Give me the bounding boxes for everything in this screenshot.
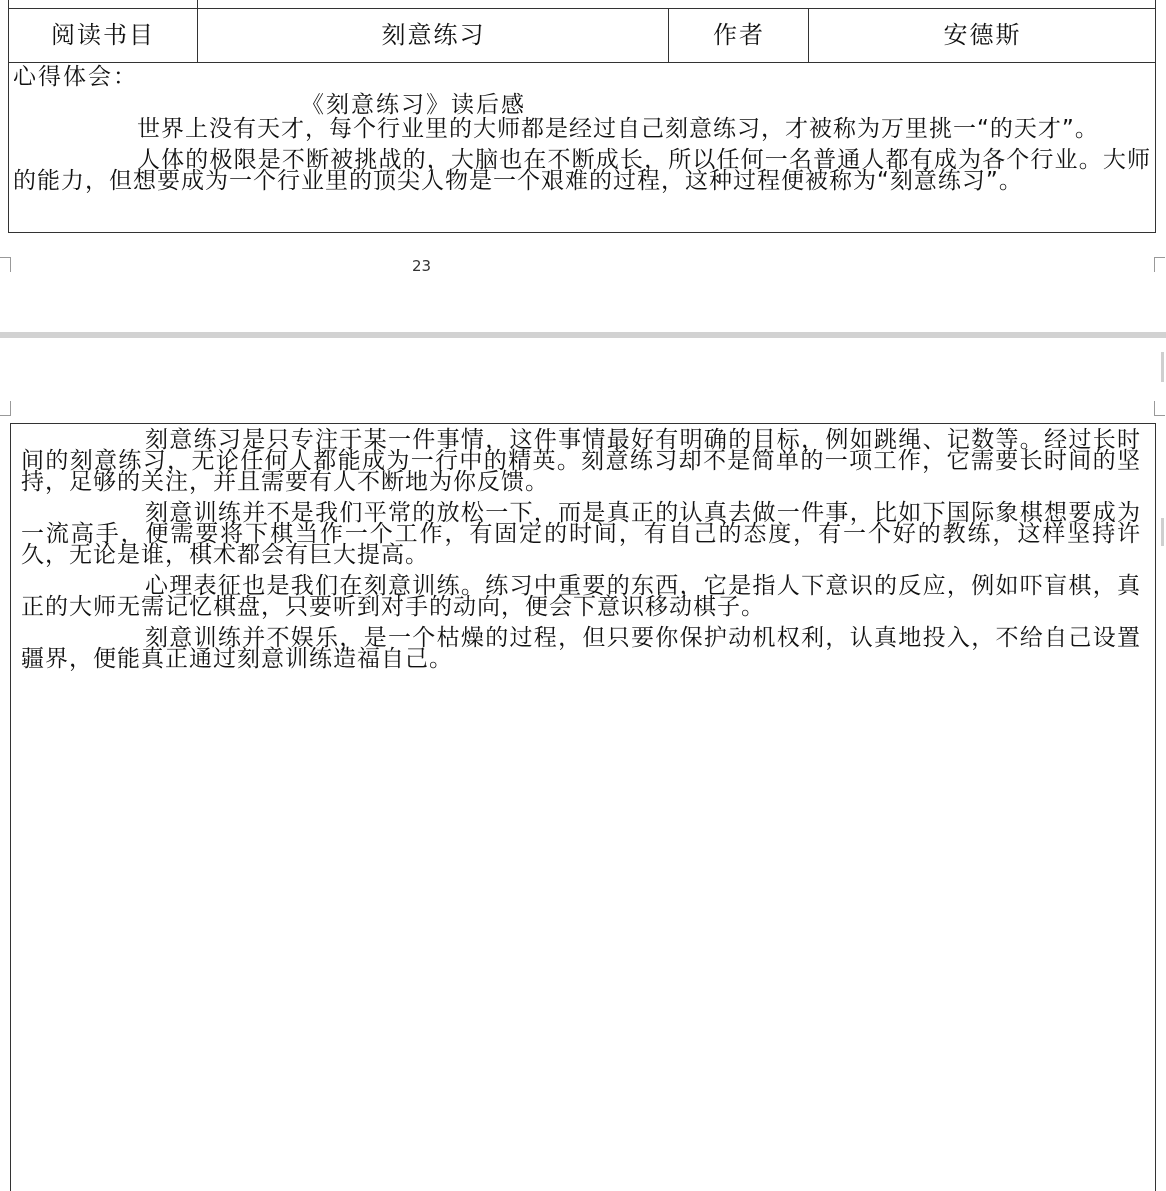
essay-paragraph: 人体的极限是不断被挑战的，大脑也在不断成长，所以任何一名普通人都有成为各个行业。大师的能力，但想要成为一个行业里的顶尖人物是一个艰难的过程，这种过程便被称为“刻意练习”。 [13,147,1151,194]
book-label: 阅读书目 [51,21,155,49]
essay-title: 《刻意练习》读后感 [301,92,526,118]
continuation-form [10,423,1156,1191]
page-corner-mark [1154,401,1165,416]
author-name: 安德斯 [808,8,1156,62]
book-info-row [9,8,1155,63]
document-page-top [0,0,1166,332]
essay-paragraph: 刻意训练并不娱乐，是一个枯燥的过程，但只要你保护动机权利，认真地投入，不给自己设置疆界，便能真正通过刻意训练造福自己。 [21,625,1141,672]
scrollbar-thumb[interactable] [1161,352,1164,382]
page-number: 23 [412,257,432,275]
essay-paragraph: 世界上没有天才，每个行业里的大师都是经过自己刻意练习，才被称为万里挑一“的天才”。 [137,116,1099,142]
essay-body [13,116,1151,202]
author-label: 作者 [668,8,809,62]
page-corner-mark [1154,257,1165,272]
page-corner-mark [0,257,11,272]
essay-paragraph: 刻意练习是只专注于某一件事情，这件事情最好有明确的目标，例如跳绳、记数等。经过长时间的刻意练习，无论任何人都能成为一行中的精英。刻意练习却不是简单的一项工作，它需要长时间的坚持，足够的关注，并且需要有人不断地为你反馈。 [21,427,1141,495]
document-page-bottom [0,338,1166,1191]
notes-label: 心得体会： [13,64,138,90]
scrollbar-thumb[interactable] [1161,518,1164,546]
reading-form [8,0,1156,233]
essay-paragraph: 刻意训练并不是我们平常的放松一下，而是真正的认真去做一件事，比如下国际象棋想要成为一流高手，便需要将下棋当作一个工作，有固定的时间，有自己的态度，有一个好的教练，这样坚持许久，无论是谁，棋术都会有巨大提高。 [21,500,1141,568]
page-corner-mark [0,401,11,416]
essay-body-continued [21,427,1141,680]
column-divider [197,0,198,8]
book-title: 刻意练习 [197,8,669,62]
essay-paragraph: 心理表征也是我们在刻意训练。练习中重要的东西，它是指人下意识的反应，例如吓盲棋，真正的大师无需记忆棋盘，只要听到对手的动向，便会下意识移动棋子。 [21,573,1141,620]
